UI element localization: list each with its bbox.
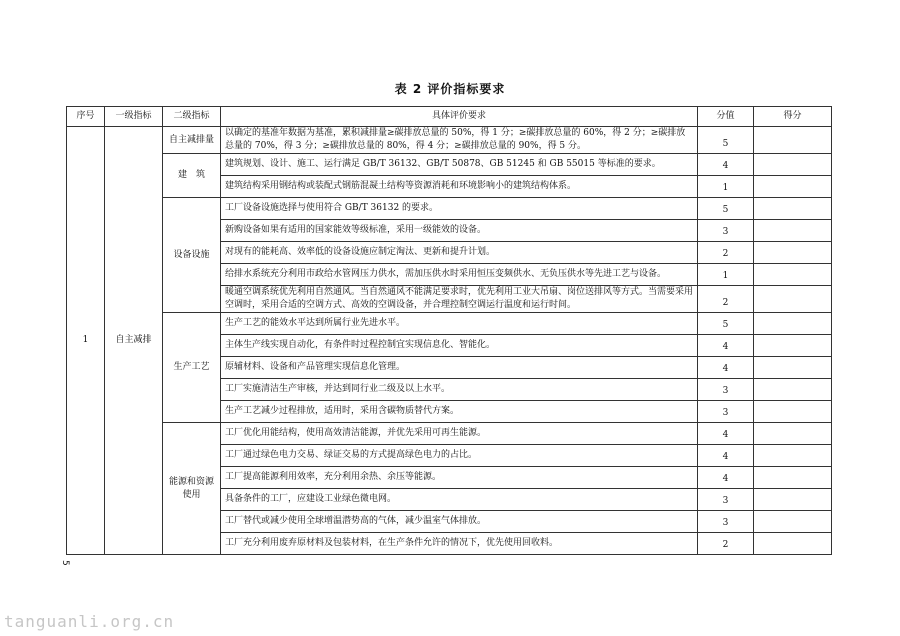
requirement-text: 原辅材料、设备和产品管理实现信息化管理。 (221, 357, 698, 379)
requirement-text: 具备条件的工厂，应建设工业绿色微电网。 (221, 489, 698, 511)
score-value: 3 (698, 489, 754, 511)
score-input-cell[interactable] (754, 154, 832, 176)
score-input-cell[interactable] (754, 176, 832, 198)
header-got: 得分 (754, 107, 832, 127)
score-value: 5 (698, 127, 754, 154)
group-label (163, 423, 221, 555)
table-row (67, 127, 832, 154)
index-level1-name: 自主减排 (105, 127, 163, 555)
score-value: 5 (698, 198, 754, 220)
score-value: 3 (698, 379, 754, 401)
score-input-cell[interactable] (754, 423, 832, 445)
score-value: 2 (698, 533, 754, 555)
score-input-cell[interactable] (754, 127, 832, 154)
requirement-text: 新购设备如果有适用的国家能效等级标准，采用一级能效的设备。 (221, 220, 698, 242)
requirement-text: 工厂优化用能结构，使用高效清洁能源，并优先采用可再生能源。 (221, 423, 698, 445)
header-score: 分值 (698, 107, 754, 127)
table-row (67, 423, 832, 445)
group-label: 自主减排量 (163, 127, 221, 154)
requirement-text: 建筑结构采用钢结构或装配式钢筋混凝土结构等资源消耗和环境影响小的建筑结构体系。 (221, 176, 698, 198)
requirement-text: 生产工艺减少过程排放，适用时，采用含碳物质替代方案。 (221, 401, 698, 423)
score-input-cell[interactable] (754, 445, 832, 467)
requirement-text: 工厂通过绿色电力交易、绿证交易的方式提高绿色电力的占比。 (221, 445, 698, 467)
score-input-cell[interactable] (754, 286, 832, 313)
requirement-text: 建筑规划、设计、施工、运行满足 GB/T 36132、GB/T 50878、GB 51245 和 GB 55015 等标准的要求。 (221, 154, 698, 176)
header-level2: 二级指标 (163, 107, 221, 127)
score-input-cell[interactable] (754, 313, 832, 335)
score-input-cell[interactable] (754, 379, 832, 401)
score-value: 4 (698, 467, 754, 489)
score-input-cell[interactable] (754, 242, 832, 264)
requirement-text: 工厂替代或减少使用全球增温潜势高的气体，减少温室气体排放。 (221, 511, 698, 533)
score-value: 3 (698, 401, 754, 423)
score-input-cell[interactable] (754, 357, 832, 379)
requirement-text: 工厂充分利用废弃原材料及包装材料，在生产条件允许的情况下，优先使用回收料。 (221, 533, 698, 555)
page-number: 5 (60, 560, 70, 566)
requirement-text: 以确定的基准年数据为基准，累积减排量≥碳排放总量的 50%，得 1 分；≥碳排放总量的 60%，得 2 分；≥碳排放总量的 70%，得 3 分；≥碳排放总量的 80%，得 4 分；≥碳排放总量的 90%，得 5 分。 (221, 127, 698, 154)
score-value: 4 (698, 445, 754, 467)
group-label-line2: 使用 (182, 489, 201, 500)
score-value: 3 (698, 511, 754, 533)
score-value: 2 (698, 286, 754, 313)
index-number: 1 (67, 127, 105, 555)
group-label: 设备设施 (163, 198, 221, 313)
score-value: 2 (698, 242, 754, 264)
group-label-line1: 能源和资源 (168, 476, 214, 487)
requirement-text: 对现有的能耗高、效率低的设备设施应制定淘汰、更新和提升计划。 (221, 242, 698, 264)
requirement-text: 主体生产线实现自动化，有条件时过程控制宜实现信息化、智能化。 (221, 335, 698, 357)
score-value: 4 (698, 335, 754, 357)
requirement-text: 工厂提高能源利用效率，充分利用余热、余压等能源。 (221, 467, 698, 489)
score-input-cell[interactable] (754, 220, 832, 242)
requirement-text: 给排水系统充分利用市政给水管网压力供水，需加压供水时采用恒压变频供水、无负压供水等先进工艺与设备。 (221, 264, 698, 286)
header-level1: 一级指标 (105, 107, 163, 127)
requirement-text: 工厂实施清洁生产审核，并达到同行业二级及以上水平。 (221, 379, 698, 401)
score-value: 4 (698, 357, 754, 379)
evaluation-table (66, 106, 832, 555)
table-row (67, 198, 832, 220)
header-no: 序号 (67, 107, 105, 127)
score-input-cell[interactable] (754, 489, 832, 511)
score-input-cell[interactable] (754, 401, 832, 423)
requirement-text: 工厂设备设施选择与使用符合 GB/T 36132 的要求。 (221, 198, 698, 220)
table-row (67, 154, 832, 176)
group-label: 建 筑 (163, 154, 221, 198)
score-input-cell[interactable] (754, 467, 832, 489)
score-value: 1 (698, 264, 754, 286)
table-row (67, 313, 832, 335)
table-caption: 表 2 评价指标要求 (394, 82, 506, 96)
group-label: 生产工艺 (163, 313, 221, 423)
score-value: 1 (698, 176, 754, 198)
header-requirement: 具体评价要求 (221, 107, 698, 127)
requirement-text: 生产工艺的能效水平达到所属行业先进水平。 (221, 313, 698, 335)
score-value: 4 (698, 154, 754, 176)
header-row (67, 107, 832, 127)
score-value: 3 (698, 220, 754, 242)
score-input-cell[interactable] (754, 198, 832, 220)
score-value: 4 (698, 423, 754, 445)
score-value: 5 (698, 313, 754, 335)
score-input-cell[interactable] (754, 511, 832, 533)
score-input-cell[interactable] (754, 264, 832, 286)
requirement-text: 暖通空调系统优先利用自然通风。当自然通风不能满足要求时，优先利用工业大吊扇、岗位送排风等方式。当需要采用空调时，采用合适的空调方式、高效的空调设备，并合理控制空调运行温度和运行时间。 (221, 286, 698, 313)
watermark-text: tanguanli.org.cn (4, 612, 175, 631)
score-input-cell[interactable] (754, 533, 832, 555)
score-input-cell[interactable] (754, 335, 832, 357)
